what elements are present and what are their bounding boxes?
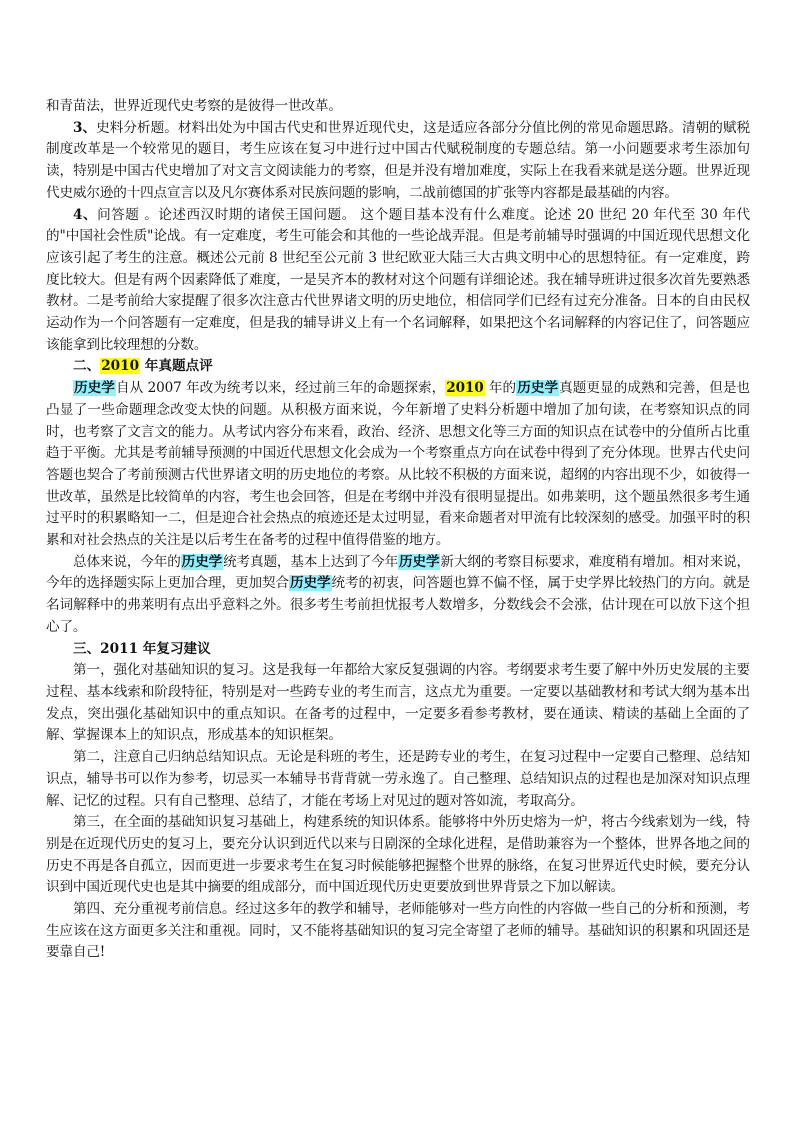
- highlight-term: 历史学: [399, 553, 440, 570]
- highlight-term: 历史学: [290, 575, 331, 592]
- highlight-term: 历史学: [74, 380, 115, 397]
- highlight-term: 历史学: [517, 380, 559, 397]
- item-number: 3、: [73, 119, 97, 136]
- paragraph-intro-end: 和青苗法，世界近现代史考察的是彼得一世改革。: [46, 98, 342, 114]
- text-segment: 总体来说，今年的: [73, 553, 181, 570]
- text-segment: 统考的初衷，问答题也算不偏不怪，属于史学界比较热门的方向。就是名词解释中的弗莱明有点出乎意料之外。很多考生考前担忧报考人数增多，分数线会不会涨，估计现在可以放下这个担心了。: [46, 575, 750, 635]
- heading-prefix: 二、: [73, 358, 101, 375]
- heading-text: 年真题点评: [140, 358, 213, 375]
- section-heading-2011-advice: 三、2011 年复习建议: [73, 640, 211, 657]
- paragraph-advice-2: 第二，注意自己归纳总结知识点。无论是科班的考生，还是跨专业的考生，在复习过程中一定要自己整理、总结知识点，辅导书可以作为参考，切忌买一本辅导书背背就一劳永逸了。自己整理、总结知识点的过程也是加深对知识点理解、记忆的过程。只有自己整理、总结了，才能在考场上对见过的题对答如流，考取高分。: [46, 749, 750, 809]
- highlight-term: 历史学: [181, 553, 223, 570]
- paragraph-advice-3: 第三，在全面的基础知识复习基础上，构建系统的知识体系。能够将中外历史熔为一炉，将古今线索划为一线，特别是在近现代历史的复习上，要充分认识到近代以来与日剧深的全球化进程，是借助兼容为一个整体，世界各地之间的历史不再是各自孤立，因而更进一步要求考生在复习时候能够把握整个世界的脉络，在复习世界近代史时候，要充分认识到中国近现代史也是其中摘要的组成部分，而中国近现代历史更要放到世界背景之下加以解读。: [46, 814, 750, 896]
- paragraph-text: 问答题 。论述西汉时期的诸侯王国问题。 这个题目基本没有什么难度。论述 20 世纪 20 年代至 30 年代的"中国社会性质"论战。有一定难度，考生可能会和其他的一些论战弄混。但是考前辅导时强调的中国近现代思想文化应该引起了考生的注意。概述公元前 8 世纪至公元前 3 世纪欧亚大陆三大古典文明中心的思想特征。有一定难度，跨度比较大。但是有两个因素降低了难度，一是吴齐本的教材对这个问题有详细论述。我在辅导班讲过很多次首先要熟悉教材。二是考前给大家提醒了很多次注意古代世界诸文明的历史地位，相信同学们已经有过充分准备。日本的自由民权运动作为一个问答题有一定难度，但是我的辅导讲义上有一个名词解释，如果把这个名词解释的内容记住了，问答题应该能拿到比较理想的分数。: [46, 206, 751, 353]
- highlight-year: 2010: [446, 380, 484, 397]
- section-heading-2010-review: [46, 356, 750, 378]
- paragraph-essay-questions: [46, 205, 750, 357]
- paragraph-overall-summary: [46, 552, 750, 639]
- document-body: [46, 96, 750, 964]
- text-segment: 统考真题，基本上达到了今年: [223, 553, 399, 570]
- paragraph-advice-1: 第一，强化对基础知识的复习。这是我每一年都给大家反复强调的内容。考纲要求考生要了解中外历史发展的主要过程、基本线索和阶段特征，特别是对一些跨专业的考生而言，这点尤为重要。一定要以基础教材和考试大纲为基本出发点，突出强化基础知识中的重点知识。在备考的过程中，一定要多看参考教材，要在通读、精读的基础上全面的了解、掌握课本上的知识点，形成基本的知识框架。: [46, 662, 750, 744]
- paragraph-2010-review: [46, 378, 750, 552]
- paragraph-source-analysis: [46, 118, 750, 205]
- text-segment: 自从 2007 年改为统考以来，经过前三年的命题探索，: [115, 380, 446, 397]
- highlight-year: 2010: [101, 358, 140, 375]
- paragraph-advice-4: 第四、充分重视考前信息。经过这多年的教学和辅导，老师能够对一些方向性的内容做一些自己的分析和预测，考生应该在这方面更多关注和重视。同时，又不能将基础知识的复习完全寄望了老师的辅导。基础知识的积累和巩固还是要靠自己!: [46, 901, 750, 961]
- text-segment: 真题更显的成熟和完善，但是也凸显了一些命题理念改变太快的问题。从积极方面来说，今年新增了史料分析题中增加了加句读，在考察知识点的同时，也考察了文言文的能力。从考试内容分布来看，政治、经济、思想文化等三方面的知识点在试卷中的分值所占比重趋于平衡。尤其是考前辅导预测的中国近代思想文化会成为一个考察重点方向在试卷中得到了充分体现。世界古代史问答题也契合了考前预测古代世界诸文明的历史地位的考察。从比较不积极的方面来说，超纲的内容出现不少，如彼得一世改革，虽然是比较简单的内容，考生也会回答，但是在考纲中并没有很明显提出。如弗莱明，这个题虽然很多考生通过平时的积累略知一二，但是迎合社会热点的痕迹还是太过明显，看来命题者对甲流有比较深刻的感受。加强平时的积累和对社会热点的关注是以后考生在备考的过程中值得借鉴的地方。: [46, 380, 750, 549]
- text-segment: 新大纲的考察目标要求，难度稍有增加。相对来说，今年的选择题实际上更加合理，更加契合: [46, 553, 750, 592]
- item-number: 4、: [73, 206, 98, 223]
- paragraph-text: 史料分析题。材料出处为中国古代史和世界近现代史，这是适应各部分分值比例的常见命题思路。清朝的赋税制度改革是一个较常见的题目，考生应该在复习中进行过中国古代赋税制度的专题总结。第一小问题要求考生添加句读，特别是中国古代史增加了对文言文阅读能力的考察，但是并没有增加难度，实际上在我看来就是送分题。世界近现代史威尔逊的十四点宣言以及凡尔赛体系对民族问题的影响，二战前德国的扩张等内容都是最基础的内容。: [46, 119, 750, 201]
- text-segment: 年的: [484, 380, 517, 397]
